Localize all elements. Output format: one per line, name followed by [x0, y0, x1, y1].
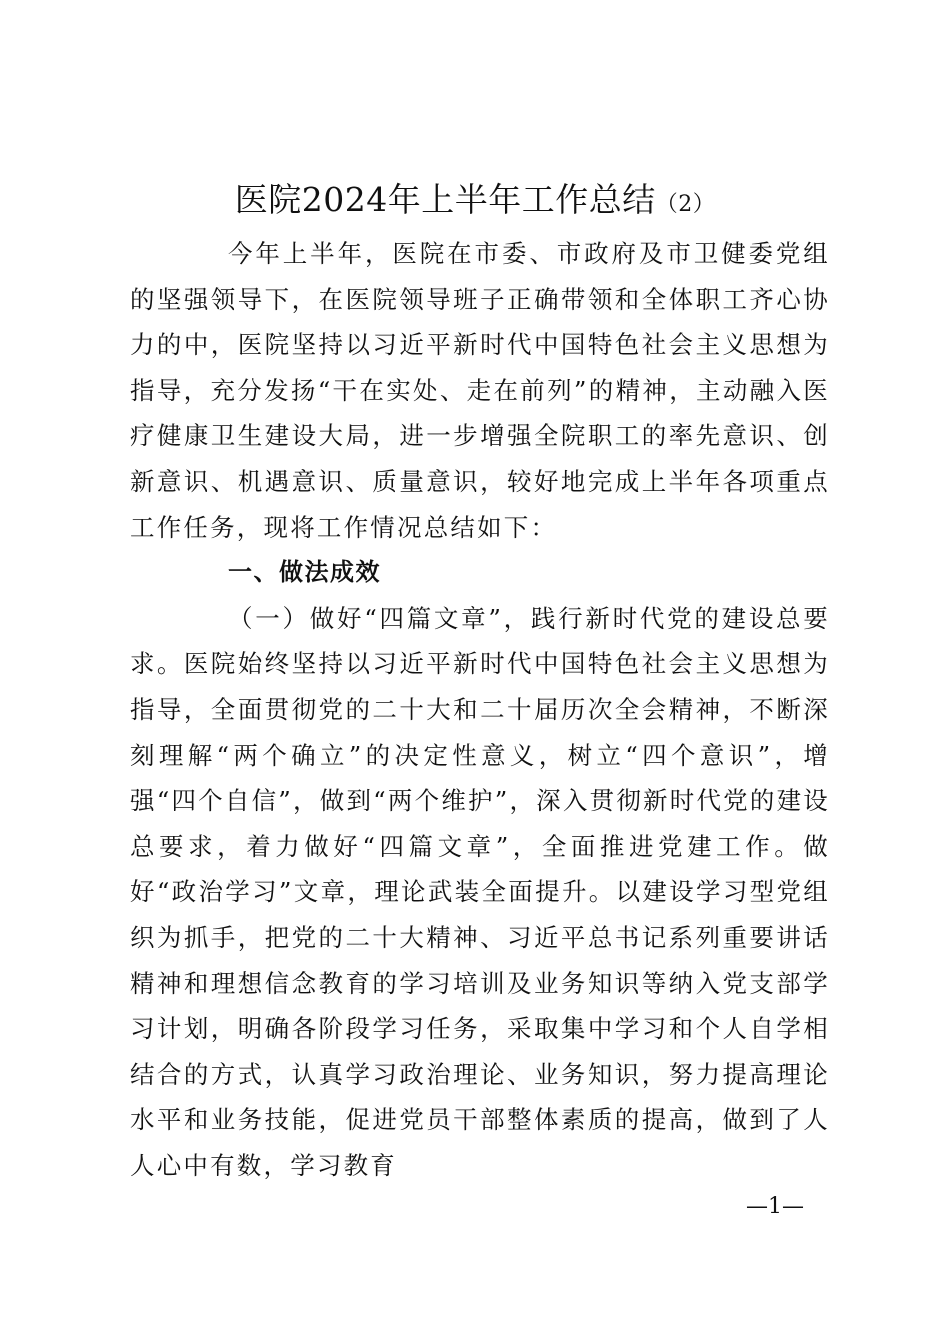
document-title: [0, 178, 950, 227]
section-heading: 一、做法成效: [228, 558, 381, 587]
document-title-text: 医院2024年上半年工作总结: [234, 180, 656, 219]
page-number: —1—: [746, 1194, 804, 1219]
document-body: [130, 231, 830, 1188]
section-paragraph: （一）做好“四篇文章”，践行新时代党的建设总要求。医院始终坚持以习近平新时代中国特色社会主义思想为指导，全面贯彻党的二十大和二十届历次全会精神，不断深刻理解“两个确立”的决定性意义，树立“四个意识”，增强“四个自信”，做到“两个维护”，深入贯彻新时代党的建设总要求，着力做好“四篇文章”，全面推进党建工作。做好“政治学习”文章，理论武装全面提升。以建设学习型党组织为抓手，把党的二十大精神、习近平总书记系列重要讲话精神和理想信念教育的学习培训及业务知识等纳入党支部学习计划，明确各阶段学习任务，采取集中学习和个人自学相结合的方式，认真学习政治理论、业务知识，努力提高理论水平和业务技能，促进党员干部整体素质的提高，做到了人人心中有数，学习教育: [130, 603, 830, 1180]
document-title-suffix: （2）: [655, 192, 716, 217]
intro-paragraph: 今年上半年，医院在市委、市政府及市卫健委党组的坚强领导下，在医院领导班子正确带领和全体职工齐心协力的中，医院坚持以习近平新时代中国特色社会主义思想为指导，充分发扬“干在实处、走在前列”的精神，主动融入医疗健康卫生建设大局，进一步增强全院职工的率先意识、创新意识、机遇意识、质量意识，较好地完成上半年各项重点工作任务，现将工作情况总结如下：: [130, 239, 830, 542]
